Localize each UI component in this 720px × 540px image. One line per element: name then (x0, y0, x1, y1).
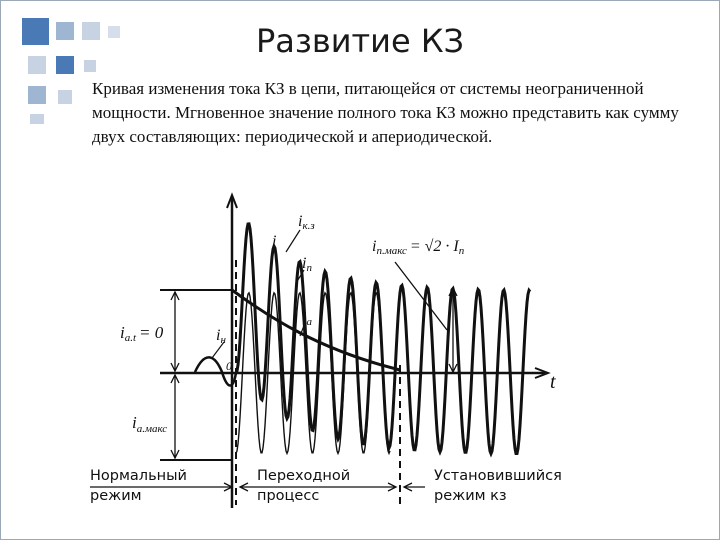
label-iamax: $i_{а.макс}$ (132, 413, 168, 435)
label-zero: 0 (226, 359, 232, 373)
slide-description: Кривая изменения тока КЗ в цепи, питающейся от системы неограниченной мощности. Мгновенное значение полного тока КЗ можно представить как сумму двух составляющих: периодической и апериодической. (92, 79, 679, 146)
stage-transient-label: Переходной процесс (257, 468, 351, 504)
stage-steady-label: Установившийся режим кз (434, 468, 562, 504)
stage-normal-label: Нормальный режим (90, 468, 187, 504)
label-i-upper: i (272, 233, 277, 250)
label-ikz: iк.з (298, 213, 315, 232)
slide-title: Развитие КЗ (255, 22, 465, 60)
label-t-axis: t (550, 371, 556, 393)
label-ia: iа (302, 309, 312, 328)
label-ia0: iа.t = 0 (120, 323, 164, 344)
label-ip: iп (302, 255, 312, 274)
total-current-curve (236, 224, 530, 454)
label-in: iн (216, 327, 226, 346)
label-ip-max-formula: iп.макс = √2 · Iп (372, 238, 465, 257)
